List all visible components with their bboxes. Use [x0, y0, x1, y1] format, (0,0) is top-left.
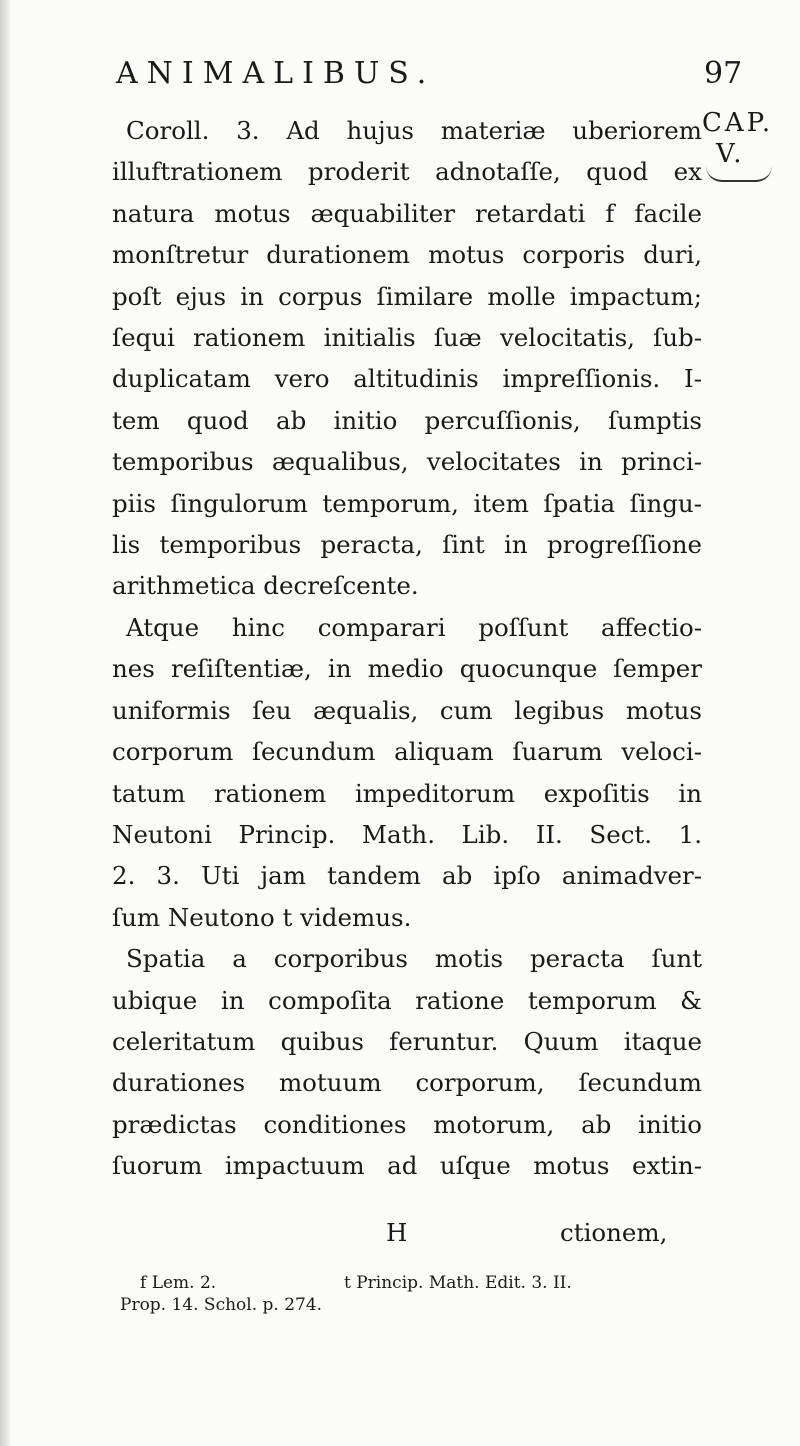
text-line: tem quod ab initio percuſſionis, ſumptis [112, 405, 702, 435]
footnote-t: t Princip. Math. Edit. 3. II. [344, 1273, 572, 1293]
text-line: ſequi rationem initialis ſuæ velocitatis, ſub- [112, 323, 702, 353]
chapter-label: CAP. [702, 108, 774, 138]
text-line: ubique in compoſita ratione temporum & [112, 985, 702, 1015]
page-gutter-shadow [0, 0, 10, 1446]
text-line: temporibus æqualibus, velocitates in princi- [112, 447, 702, 477]
text-line: tatum rationem impeditorum expoſitis in [112, 778, 702, 808]
text-line: ſum Neutono t videmus. [112, 902, 412, 932]
text-line: natura motus æquabiliter retardati f facile [112, 198, 702, 228]
signature-mark: H [386, 1218, 408, 1247]
text-line: Coroll. 3. Ad hujus materiæ uberiorem [126, 116, 702, 145]
running-head: ANIMALIBUS. [116, 56, 436, 91]
text-line: poſt ejus in corpus ſimilare molle impactum; [112, 281, 702, 311]
text-line: Neutoni Princip. Math. Lib. II. Sect. 1. [112, 819, 702, 849]
text-line: illuftrationem proderit adnotaſſe, quod ex [112, 157, 702, 187]
text-line: piis ſingulorum temporum, item ſpatia ſingu- [112, 488, 702, 518]
chapter-brace [706, 166, 772, 182]
text-line: celeritatum quibus feruntur. Quum itaque [112, 1026, 702, 1056]
page-number: 97 [704, 56, 743, 91]
text-line: Atque hinc comparari poſſunt affectio- [126, 612, 702, 642]
text-line: corporum ſecundum aliquam ſuarum veloci- [112, 737, 702, 767]
text-line: prædictas conditiones motorum, ab initio [112, 1109, 702, 1139]
text-line: duplicatam vero altitudinis impreſſionis. I- [112, 364, 702, 394]
text-line: arithmetica decreſcente. [112, 571, 419, 601]
footnote-f: f Lem. 2. [140, 1273, 217, 1293]
text-line: monſtretur durationem motus corporis duri, [112, 240, 702, 270]
text-line: lis temporibus peracta, ſint in progreſſione [112, 530, 702, 560]
text-line: Spatia a corporibus motis peracta ſunt [126, 944, 702, 974]
text-line: 2. 3. Uti jam tandem ab ipſo animadver- [112, 861, 702, 891]
body-text [112, 110, 702, 1187]
text-line: durationes motuum corporum, ſecundum [112, 1068, 702, 1098]
text-line: nes reſiſtentiæ, in medio quocunque ſemper [112, 654, 702, 684]
footnote-t-continued: Prop. 14. Schol. p. 274. [120, 1295, 323, 1315]
text-line: uniformis ſeu æqualis, cum legibus motus [112, 695, 702, 725]
chapter-number: V. [716, 139, 745, 170]
text-line: ſuorum impactuum ad uſque motus extin- [112, 1151, 702, 1181]
catchword: ctionem, [560, 1218, 668, 1247]
chapter-marker [702, 108, 798, 170]
